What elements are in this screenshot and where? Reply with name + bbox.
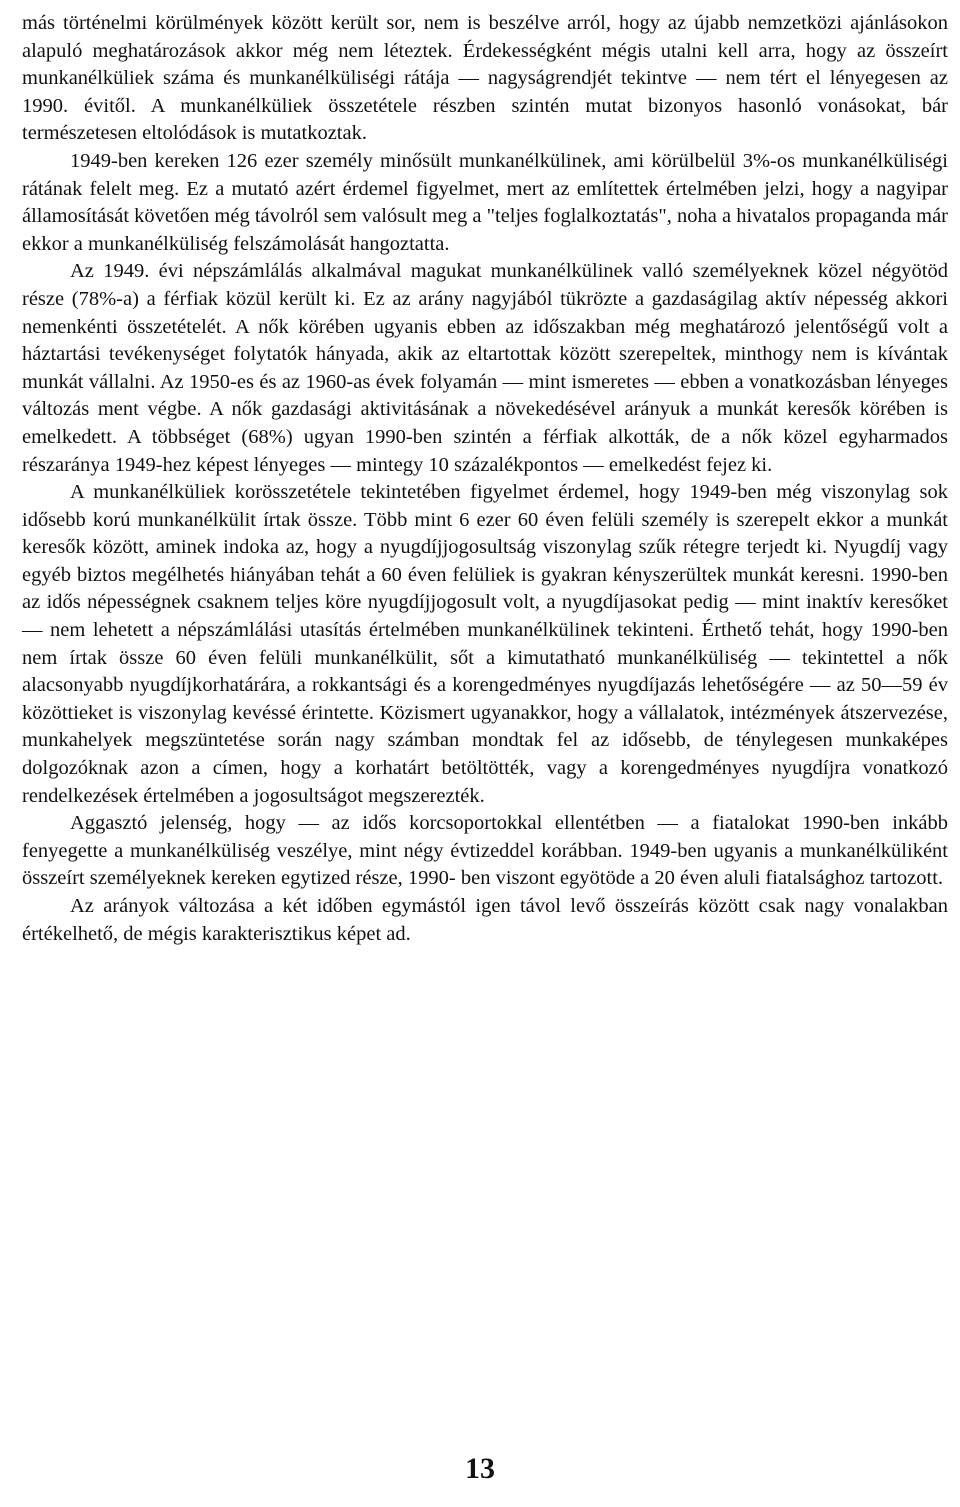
- paragraph-1: más történelmi körülmények között került sor, nem is beszélve arról, hogy az újabb nemzetközi ajánlásokon alapuló meghatározások akkor még nem léteztek. Érdekességként mégis utalni kell arra, hogy az összeírt munkanélküliek száma és munkanélküliségi rátája — nagyságrendjét tekintve — nem tért el lényegesen az 1990. évitől. A munkanélküliek összetétele részben szintén mutat bizonyos hasonló vonásokat, bár természetesen eltolódások is mutatkoztak.: [22, 12, 948, 145]
- page-number: 13: [465, 1452, 495, 1485]
- paragraph-4: A munkanélküliek korösszetétele tekintetében figyelmet érdemel, hogy 1949-ben még viszonylag sok idősebb korú munkanélkülit írtak össze. Több mint 6 ezer 60 éven felüli személy is szerepelt ekkor a munkát keresők között, aminek indoka az, hogy a nyugdíjjogosultság viszonylag szűk rétegre terjedt ki. Nyugdíj vagy egyéb biztos megélhetés hiányában tehát a 60 éven felüliek is gyakran kényszerültek munkát keresni. 1990-ben az idős népességnek csaknem teljes köre nyugdíjjogosult volt, a nyugdíjasokat pedig — mint inaktív keresőket — nem lehetett a népszámlálási utasítás értelmében munkanélkülinek tekinteni. Érthető tehát, hogy 1990-ben nem írtak össze 60 éven felüli munkanélkülit, sőt a kimutatható munkanélküliség — tekintettel a nők alacsonyabb nyugdíjkorhatárára, a rokkantsági és a korengedményes nyugdíjazás lehetőségére — az 50—59 év közöttieket is viszonylag kevéssé érintette. Közismert ugyanakkor, hogy a vállalatok, intézmények átszervezése, munkahelyek megszüntetése során nagy számban mondtak fel az idősebb, de ténylegesen munkaképes dolgozóknak azon a címen, hogy a korhatárt betöltötték, vagy a korengedményes nyugdíjra vonatkozó rendelkezések értelmében a jogosultságot megszerezték.: [22, 481, 948, 807]
- paragraph-5: Aggasztó jelenség, hogy — az idős korcsoportokkal ellentétben — a fiatalokat 1990-ben inkább fenyegette a munkanélküliség veszélye, mint négy évtizeddel korábban. 1949-ben ugyanis a munkanélküliként összeírt személyeknek kereken egytized része, 1990- ben viszont egyötöde a 20 éven aluli fiatalsághoz tartozott.: [22, 812, 948, 890]
- paragraph-3: Az 1949. évi népszámlálás alkalmával magukat munkanélkülinek valló személyeknek közel négyötöd része (78%-a) a férfiak közül került ki. Ez az arány nagyjából tükrözte a gazdaságilag aktív népesség akkori nemenkénti összetételét. A nők körében ugyanis ebben az időszakban még meghatározó jelentőségű volt a háztartási tevékenységet folytatók hányada, akik az eltartottak között szerepeltek, minthogy nem is kívántak munkát vállalni. Az 1950-es és az 1960-as évek folyamán — mint ismeretes — ebben a vonatkozásban lényeges változás ment végbe. A nők gazdasági aktivitásának a növekedésével arányuk a munkát keresők körében is emelkedett. A többséget (68%) ugyan 1990-ben szintén a férfiak alkották, de a nők közel egyharmados részaránya 1949-hez képest lényeges — mintegy 10 százalékpontos — emelkedést fejez ki.: [22, 260, 948, 476]
- document-body: [22, 10, 948, 948]
- paragraph-2: 1949-ben kereken 126 ezer személy minősült munkanélkülinek, ami körülbelül 3%-os munkanélküliségi rátának felelt meg. Ez a mutató azért érdemel figyelmet, mert az említettek értelmében jelzi, hogy a nagyipar államosítását követően még távolról sem valósult meg a "teljes foglalkoztatás", noha a hivatalos propaganda már ekkor a munkanélküliség felszámolását hangoztatta.: [22, 149, 948, 255]
- paragraph-6: Az arányok változása a két időben egymástól igen távol levő összeírás között csak nagy vonalakban értékelhető, de mégis karakterisztikus képet ad.: [22, 895, 948, 945]
